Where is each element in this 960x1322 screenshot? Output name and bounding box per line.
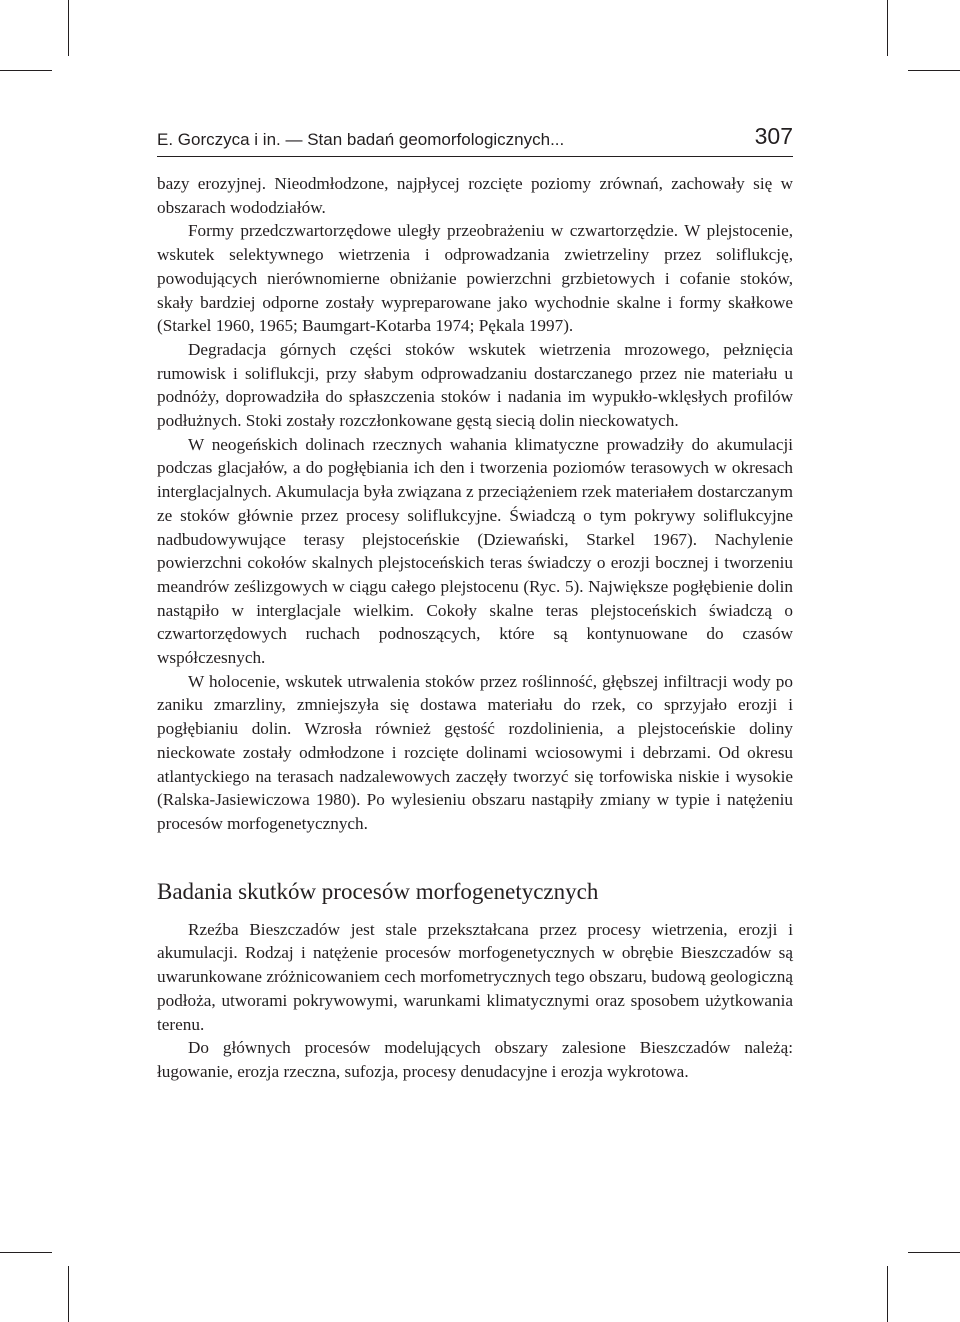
crop-mark (908, 70, 960, 71)
crop-mark (0, 70, 52, 71)
section-heading: Badania skutków procesów morfogenetycznych (157, 878, 599, 904)
paragraph: Degradacja górnych części stoków wskutek wietrzenia mrozowego, pełznięcia rumowisk i soliflukcji, przy słabym odprowadzaniu dostarczanego przez nie materiału u podnóży, doprowadziła do spłaszczenia stoków i nadania im wypukło-wklęsłych profilów podłużnych. Stoki zostały rozczłonkowane gęstą siecią dolin nieckowatych. (157, 339, 793, 431)
paragraph: Formy przedczwartorzędowe uległy przeobrażeniu w czwartorzędzie. W plejstocenie, wskutek selektywnego wietrzenia i odprowadzania zwietrzeliny przez soliflukcję, powodujących nierównomierne obniżanie powierzchni grzbietowych i cofanie stoków, skały bardziej odporne zostały wypreparowane jako wychodnie skalne i formy skałkowe (Starkel 1960, 1965; Baumgart-Kotarba 1974; Pękala 1997). (157, 221, 793, 336)
running-head: E. Gorczyca i in. — Stan badań geomorfologicznych... (157, 130, 565, 149)
body-text (157, 172, 793, 1084)
page-number: 307 (754, 123, 793, 149)
paragraph: bazy erozyjnej. Nieodmłodzone, najpłycej rozcięte poziomy zrównań, zachowały się w obszarach wododziałów. (157, 174, 793, 217)
page-header (157, 118, 793, 157)
crop-mark (68, 0, 69, 56)
crop-mark (68, 1266, 69, 1322)
paragraph: Rzeźba Bieszczadów jest stale przekształcana przez procesy wietrzenia, erozji i akumulacji. Rodzaj i natężenie procesów morfogenetycznych w obrębie Bieszczadów są uwarunkowane zróżnicowaniem cech morfometrycznych tego obszaru, budową geologiczną podłoża, utworami pokrywowymi, warunkami klimatycznymi oraz sposobem użytkowania terenu. (157, 919, 793, 1034)
paragraph: Do głównych procesów modelujących obszary zalesione Bieszczadów należą: ługowanie, erozja rzeczna, sufozja, procesy denudacyjne i erozja wykrotowa. (157, 1038, 793, 1081)
paragraph: W neogeńskich dolinach rzecznych wahania klimatyczne prowadziły do akumulacji podczas glacjałów, a do pogłębiania ich den i tworzenia poziomów terasowych w okresach interglacjalnych. Akumulacja była związana z przeciążeniem rzek materiałem dostarczanym ze stoków głównie przez procesy soliflukcyjne. Świadczą o tym pokrywy soliflukcyjne nadbudowywujące terasy plejstoceńskie (Dziewański, Starkel 1967). Nachylenie powierzchni cokołów skalnych plejstoceńskich teras świadczy o erozji bocznej i tworzeniu meandrów ześlizgowych w ciągu całego plejstocenu (Ryc. 5). Największe pogłębienie dolin nastąpiło w interglacjale wielkim. Cokoły skalne teras plejstoceńskich świadczą o czwartorzędowych ruchach podnoszących, które są kontynuowane do czasów współczesnych. (157, 434, 793, 668)
crop-mark (0, 1252, 52, 1253)
crop-mark (908, 1252, 960, 1253)
crop-mark (887, 1266, 888, 1322)
paragraph: W holocenie, wskutek utrwalenia stoków przez roślinność, głębszej infiltracji wody po zaniku zmarzliny, zmniejszyła się dostawa materiału do rzek, co sprzyjało erozji i pogłębianiu dolin. Wzrosła również gęstość rozdolinienia, a plejstoceńskie doliny nieckowate zostały odmłodzone i rozcięte dolinami wciosowymi i debrzami. Od okresu atlantyckiego na terasach nadzalewowych zaczęły tworzyć się torfowiska niskie i wysokie (Ralska-Jasiewiczowa 1980). Po wylesieniu obszaru nastąpiły zmiany w typie i natężeniu procesów morfogenetycznych. (157, 671, 793, 833)
crop-mark (887, 0, 888, 56)
